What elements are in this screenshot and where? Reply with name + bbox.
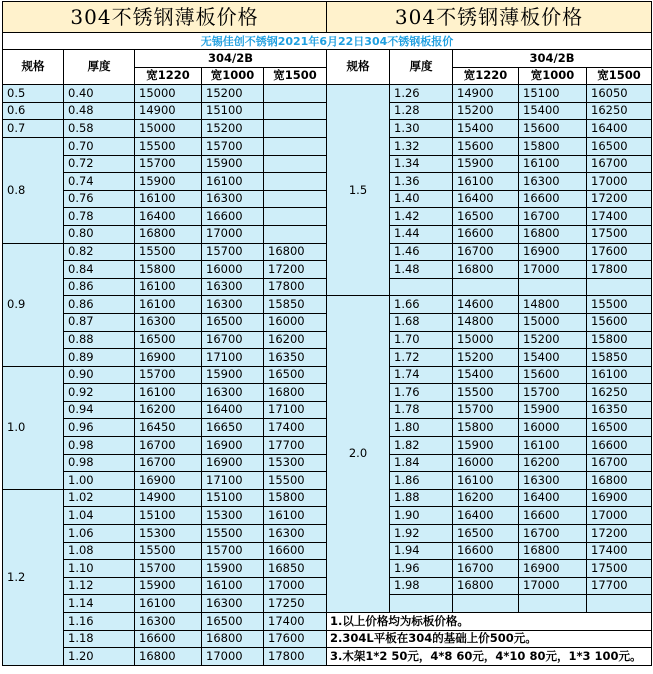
left-price-1220-cell: 15000 xyxy=(135,120,202,138)
left-price-1500-cell: 15850 xyxy=(264,296,327,314)
table-row xyxy=(3,613,652,631)
left-thickness-cell: 0.87 xyxy=(64,313,135,331)
right-price-1500-cell: 16600 xyxy=(587,437,652,455)
right-price-1000-cell: 16000 xyxy=(519,419,587,437)
right-thickness-cell: 1.82 xyxy=(390,437,453,455)
right-thickness-cell: 1.76 xyxy=(390,384,453,402)
left-thickness-cell: 0.84 xyxy=(64,261,135,279)
left-thickness-cell: 1.12 xyxy=(64,577,135,595)
table-row xyxy=(3,85,652,103)
right-price-1500-cell: 15500 xyxy=(587,296,652,314)
right-price-1220-cell xyxy=(453,595,519,613)
left-price-1220-cell: 16700 xyxy=(135,454,202,472)
left-price-1000-cell: 15100 xyxy=(202,102,264,120)
header-width-1220: 宽1220 xyxy=(453,67,519,85)
header-width-1500: 宽1500 xyxy=(587,67,652,85)
left-price-1220-cell: 15100 xyxy=(135,507,202,525)
left-price-1220-cell: 16500 xyxy=(135,331,202,349)
left-thickness-cell: 0.98 xyxy=(64,454,135,472)
left-thickness-cell: 0.90 xyxy=(64,366,135,384)
left-price-1500-cell xyxy=(264,225,327,243)
right-price-1500-cell: 16400 xyxy=(587,120,652,138)
right-thickness-cell: 1.66 xyxy=(390,296,453,314)
right-price-1000-cell: 16100 xyxy=(519,437,587,455)
right-thickness-cell: 1.28 xyxy=(390,102,453,120)
right-price-1000-cell: 16800 xyxy=(519,542,587,560)
right-thickness-cell: 1.68 xyxy=(390,313,453,331)
left-price-1000-cell: 16300 xyxy=(202,190,264,208)
left-price-1220-cell: 15500 xyxy=(135,137,202,155)
right-price-1220-cell: 16400 xyxy=(453,507,519,525)
right-price-1000-cell: 16800 xyxy=(519,225,587,243)
left-price-1220-cell: 16900 xyxy=(135,349,202,367)
right-price-1000-cell xyxy=(519,595,587,613)
table-row xyxy=(3,630,652,648)
right-price-1000-cell: 14800 xyxy=(519,296,587,314)
header-width-1220: 宽1220 xyxy=(135,67,202,85)
left-price-1000-cell: 16300 xyxy=(202,296,264,314)
left-price-1000-cell: 15200 xyxy=(202,120,264,138)
left-price-1220-cell: 16100 xyxy=(135,190,202,208)
left-thickness-cell: 0.92 xyxy=(64,384,135,402)
right-price-1220-cell: 15800 xyxy=(453,419,519,437)
left-price-1220-cell: 15900 xyxy=(135,577,202,595)
right-price-1500-cell: 16700 xyxy=(587,155,652,173)
left-price-1500-cell xyxy=(264,173,327,191)
left-price-1220-cell: 16100 xyxy=(135,296,202,314)
left-price-1500-cell xyxy=(264,155,327,173)
right-price-1000-cell: 16200 xyxy=(519,454,587,472)
right-price-1500-cell: 17800 xyxy=(587,261,652,279)
right-thickness-cell: 1.84 xyxy=(390,454,453,472)
left-price-1500-cell: 16600 xyxy=(264,542,327,560)
left-thickness-cell: 1.16 xyxy=(64,613,135,631)
right-price-1000-cell: 16700 xyxy=(519,525,587,543)
left-price-1220-cell: 16100 xyxy=(135,384,202,402)
left-price-1000-cell: 17100 xyxy=(202,349,264,367)
left-price-1500-cell: 17100 xyxy=(264,401,327,419)
right-price-1500-cell: 16350 xyxy=(587,401,652,419)
left-price-1000-cell: 16000 xyxy=(202,261,264,279)
left-price-1000-cell: 16700 xyxy=(202,331,264,349)
right-price-1220-cell: 14800 xyxy=(453,313,519,331)
right-price-1220-cell: 16500 xyxy=(453,525,519,543)
right-price-1220-cell: 15000 xyxy=(453,331,519,349)
right-price-1000-cell: 15400 xyxy=(519,102,587,120)
left-price-1000-cell: 15900 xyxy=(202,366,264,384)
right-price-1220-cell: 16200 xyxy=(453,489,519,507)
left-price-1000-cell: 16650 xyxy=(202,419,264,437)
right-price-1500-cell: 17200 xyxy=(587,525,652,543)
left-price-1500-cell xyxy=(264,120,327,138)
left-price-1500-cell: 16200 xyxy=(264,331,327,349)
left-spec-cell: 1.0 xyxy=(3,366,64,489)
right-price-1000-cell: 15900 xyxy=(519,401,587,419)
right-price-1000-cell: 16400 xyxy=(519,489,587,507)
right-price-1000-cell: 16700 xyxy=(519,208,587,226)
left-price-1000-cell: 17000 xyxy=(202,648,264,666)
right-price-1220-cell: 16000 xyxy=(453,454,519,472)
right-price-1500-cell: 16900 xyxy=(587,489,652,507)
right-price-1000-cell: 16600 xyxy=(519,507,587,525)
left-spec-cell: 0.5 xyxy=(3,85,64,103)
left-price-1500-cell: 15800 xyxy=(264,489,327,507)
left-thickness-cell: 0.86 xyxy=(64,278,135,296)
left-thickness-cell: 1.06 xyxy=(64,525,135,543)
right-price-1000-cell: 15000 xyxy=(519,313,587,331)
right-price-1220-cell: 16100 xyxy=(453,173,519,191)
left-price-1500-cell: 17200 xyxy=(264,261,327,279)
left-thickness-cell: 1.10 xyxy=(64,560,135,578)
left-thickness-cell: 1.04 xyxy=(64,507,135,525)
left-price-1220-cell: 15800 xyxy=(135,261,202,279)
left-price-1500-cell: 17250 xyxy=(264,595,327,613)
right-price-1500-cell xyxy=(587,595,652,613)
left-thickness-cell: 0.82 xyxy=(64,243,135,261)
right-price-1220-cell: 14600 xyxy=(453,296,519,314)
right-price-1000-cell: 15200 xyxy=(519,331,587,349)
left-price-1500-cell: 17700 xyxy=(264,437,327,455)
left-price-1000-cell: 16300 xyxy=(202,595,264,613)
note-2: 2.304L平板在304的基础上价500元。 xyxy=(327,630,652,648)
right-price-1220-cell: 15600 xyxy=(453,137,519,155)
right-price-1500-cell: 16250 xyxy=(587,384,652,402)
right-price-1500-cell: 17000 xyxy=(587,507,652,525)
left-price-1500-cell: 17000 xyxy=(264,577,327,595)
left-price-1000-cell: 16600 xyxy=(202,208,264,226)
left-price-1000-cell: 16900 xyxy=(202,437,264,455)
right-price-1500-cell: 17600 xyxy=(587,243,652,261)
right-price-1220-cell: 16400 xyxy=(453,190,519,208)
left-thickness-cell: 1.14 xyxy=(64,595,135,613)
left-spec-cell: 1.2 xyxy=(3,489,64,665)
header-thickness: 厚度 xyxy=(64,50,135,85)
left-thickness-cell: 0.89 xyxy=(64,349,135,367)
right-thickness-cell: 1.30 xyxy=(390,120,453,138)
right-price-1220-cell: 16600 xyxy=(453,542,519,560)
left-price-1000-cell: 16500 xyxy=(202,613,264,631)
right-price-1500-cell: 16700 xyxy=(587,454,652,472)
left-price-1000-cell: 17000 xyxy=(202,225,264,243)
header-spec: 规格 xyxy=(3,50,64,85)
right-price-1000-cell: 16900 xyxy=(519,560,587,578)
left-spec-cell: 0.6 xyxy=(3,102,64,120)
header-grade: 304/2B xyxy=(135,50,327,68)
right-price-1000-cell: 16300 xyxy=(519,173,587,191)
left-thickness-cell: 0.98 xyxy=(64,437,135,455)
table-row xyxy=(3,296,652,314)
left-price-1000-cell: 16800 xyxy=(202,630,264,648)
left-thickness-cell: 1.18 xyxy=(64,630,135,648)
right-price-1000-cell: 15100 xyxy=(519,85,587,103)
right-thickness-cell: 1.42 xyxy=(390,208,453,226)
left-thickness-cell: 0.74 xyxy=(64,173,135,191)
right-thickness-cell: 1.36 xyxy=(390,173,453,191)
left-price-1500-cell: 16350 xyxy=(264,349,327,367)
left-price-1000-cell: 17100 xyxy=(202,472,264,490)
right-thickness-cell: 1.70 xyxy=(390,331,453,349)
left-price-1500-cell: 17800 xyxy=(264,648,327,666)
right-price-1500-cell: 17500 xyxy=(587,560,652,578)
left-price-1220-cell: 16600 xyxy=(135,630,202,648)
left-title: 304不锈钢薄板价格 xyxy=(3,2,327,33)
left-price-1220-cell: 15900 xyxy=(135,173,202,191)
left-price-1500-cell: 16850 xyxy=(264,560,327,578)
right-thickness-cell: 1.74 xyxy=(390,366,453,384)
right-price-1500-cell: 15800 xyxy=(587,331,652,349)
right-price-1000-cell: 16900 xyxy=(519,243,587,261)
right-price-1220-cell: 16800 xyxy=(453,261,519,279)
left-thickness-cell: 0.80 xyxy=(64,225,135,243)
right-thickness-cell: 1.98 xyxy=(390,577,453,595)
left-spec-cell: 0.9 xyxy=(3,243,64,366)
price-table xyxy=(2,1,652,666)
right-price-1220-cell: 15900 xyxy=(453,437,519,455)
right-price-1500-cell: 16500 xyxy=(587,419,652,437)
note-1: 1.以上价格均为标板价格。 xyxy=(327,613,652,631)
right-price-1500-cell: 16250 xyxy=(587,102,652,120)
right-thickness-cell: 1.94 xyxy=(390,542,453,560)
left-price-1220-cell: 14900 xyxy=(135,489,202,507)
left-price-1500-cell xyxy=(264,85,327,103)
left-price-1000-cell: 16300 xyxy=(202,278,264,296)
header-thickness: 厚度 xyxy=(390,50,453,85)
right-title: 304不锈钢薄板价格 xyxy=(327,2,652,33)
left-thickness-cell: 0.96 xyxy=(64,419,135,437)
header-width-1500: 宽1500 xyxy=(264,67,327,85)
right-thickness-cell xyxy=(390,595,453,613)
right-price-1220-cell: 15700 xyxy=(453,401,519,419)
left-price-1500-cell: 16800 xyxy=(264,384,327,402)
right-thickness-cell: 1.34 xyxy=(390,155,453,173)
right-thickness-cell: 1.80 xyxy=(390,419,453,437)
right-price-1000-cell: 17000 xyxy=(519,577,587,595)
left-price-1500-cell: 16300 xyxy=(264,525,327,543)
right-price-1500-cell: 17500 xyxy=(587,225,652,243)
left-price-1000-cell: 16300 xyxy=(202,384,264,402)
left-price-1000-cell: 15200 xyxy=(202,85,264,103)
left-price-1500-cell xyxy=(264,208,327,226)
right-price-1000-cell: 16300 xyxy=(519,472,587,490)
header-width-1000: 宽1000 xyxy=(202,67,264,85)
left-price-1500-cell: 17800 xyxy=(264,278,327,296)
right-price-1220-cell xyxy=(453,278,519,296)
right-price-1000-cell: 15800 xyxy=(519,137,587,155)
left-price-1220-cell: 16700 xyxy=(135,437,202,455)
right-thickness-cell: 1.88 xyxy=(390,489,453,507)
right-price-1220-cell: 15200 xyxy=(453,102,519,120)
left-price-1220-cell: 15500 xyxy=(135,542,202,560)
left-price-1500-cell xyxy=(264,102,327,120)
left-thickness-cell: 0.78 xyxy=(64,208,135,226)
left-price-1220-cell: 15700 xyxy=(135,560,202,578)
right-price-1220-cell: 16600 xyxy=(453,225,519,243)
left-price-1220-cell: 15500 xyxy=(135,243,202,261)
right-price-1500-cell: 17400 xyxy=(587,208,652,226)
right-price-1500-cell: 17000 xyxy=(587,173,652,191)
left-thickness-cell: 0.94 xyxy=(64,401,135,419)
left-thickness-cell: 0.48 xyxy=(64,102,135,120)
left-thickness-cell: 0.58 xyxy=(64,120,135,138)
left-price-1500-cell: 16100 xyxy=(264,507,327,525)
left-thickness-cell: 0.86 xyxy=(64,296,135,314)
right-price-1220-cell: 15400 xyxy=(453,120,519,138)
right-price-1500-cell xyxy=(587,278,652,296)
header-spec: 规格 xyxy=(327,50,390,85)
left-price-1000-cell: 16500 xyxy=(202,313,264,331)
header-width-1000: 宽1000 xyxy=(519,67,587,85)
left-thickness-cell: 1.20 xyxy=(64,648,135,666)
right-thickness-cell: 1.90 xyxy=(390,507,453,525)
left-price-1220-cell: 16100 xyxy=(135,595,202,613)
left-price-1220-cell: 15000 xyxy=(135,85,202,103)
left-price-1220-cell: 16300 xyxy=(135,313,202,331)
left-price-1000-cell: 16400 xyxy=(202,401,264,419)
right-thickness-cell: 1.32 xyxy=(390,137,453,155)
right-price-1000-cell: 16600 xyxy=(519,190,587,208)
left-price-1000-cell: 15700 xyxy=(202,542,264,560)
left-price-1000-cell: 15100 xyxy=(202,489,264,507)
note-3: 3.木架1*2 50元，4*8 60元，4*10 80元，1*3 100元。 xyxy=(327,648,652,666)
left-price-1220-cell: 16800 xyxy=(135,225,202,243)
left-thickness-cell: 0.88 xyxy=(64,331,135,349)
right-price-1500-cell: 17400 xyxy=(587,542,652,560)
right-price-1220-cell: 16500 xyxy=(453,208,519,226)
left-price-1220-cell: 16900 xyxy=(135,472,202,490)
left-price-1500-cell xyxy=(264,137,327,155)
left-price-1500-cell: 16800 xyxy=(264,243,327,261)
left-thickness-cell: 0.70 xyxy=(64,137,135,155)
right-price-1000-cell: 16100 xyxy=(519,155,587,173)
right-price-1000-cell: 15600 xyxy=(519,366,587,384)
left-price-1220-cell: 16300 xyxy=(135,613,202,631)
left-price-1000-cell: 15900 xyxy=(202,560,264,578)
left-price-1500-cell: 15500 xyxy=(264,472,327,490)
right-thickness-cell: 1.86 xyxy=(390,472,453,490)
left-price-1000-cell: 15300 xyxy=(202,507,264,525)
left-thickness-cell: 1.08 xyxy=(64,542,135,560)
left-price-1500-cell: 17400 xyxy=(264,613,327,631)
right-price-1500-cell: 16050 xyxy=(587,85,652,103)
right-thickness-cell: 1.44 xyxy=(390,225,453,243)
left-price-1000-cell: 15700 xyxy=(202,137,264,155)
right-price-1500-cell: 16500 xyxy=(587,137,652,155)
left-price-1000-cell: 15700 xyxy=(202,243,264,261)
right-thickness-cell: 1.40 xyxy=(390,190,453,208)
right-price-1000-cell: 15600 xyxy=(519,120,587,138)
left-price-1220-cell: 15300 xyxy=(135,525,202,543)
right-price-1500-cell: 16800 xyxy=(587,472,652,490)
right-thickness-cell: 1.26 xyxy=(390,85,453,103)
right-thickness-cell: 1.48 xyxy=(390,261,453,279)
left-price-1220-cell: 15700 xyxy=(135,366,202,384)
left-thickness-cell: 1.00 xyxy=(64,472,135,490)
left-price-1220-cell: 14900 xyxy=(135,102,202,120)
left-price-1500-cell: 15300 xyxy=(264,454,327,472)
right-thickness-cell: 1.46 xyxy=(390,243,453,261)
right-thickness-cell: 1.96 xyxy=(390,560,453,578)
table-row xyxy=(3,648,652,666)
left-spec-cell: 0.7 xyxy=(3,120,64,138)
left-price-1500-cell: 16500 xyxy=(264,366,327,384)
header-grade: 304/2B xyxy=(453,50,652,68)
left-price-1500-cell: 17400 xyxy=(264,419,327,437)
right-price-1220-cell: 15900 xyxy=(453,155,519,173)
left-price-1000-cell: 15500 xyxy=(202,525,264,543)
left-thickness-cell: 0.40 xyxy=(64,85,135,103)
left-price-1000-cell: 15900 xyxy=(202,155,264,173)
left-price-1000-cell: 16900 xyxy=(202,454,264,472)
right-price-1000-cell xyxy=(519,278,587,296)
left-price-1220-cell: 16450 xyxy=(135,419,202,437)
left-thickness-cell: 0.72 xyxy=(64,155,135,173)
right-spec-cell: 2.0 xyxy=(327,296,390,613)
right-price-1220-cell: 16100 xyxy=(453,472,519,490)
left-price-1220-cell: 16200 xyxy=(135,401,202,419)
left-spec-cell: 0.8 xyxy=(3,137,64,243)
right-thickness-cell: 1.72 xyxy=(390,349,453,367)
right-price-1220-cell: 16800 xyxy=(453,577,519,595)
right-price-1220-cell: 14900 xyxy=(453,85,519,103)
right-thickness-cell xyxy=(390,278,453,296)
left-thickness-cell: 0.76 xyxy=(64,190,135,208)
right-price-1500-cell: 15850 xyxy=(587,349,652,367)
left-price-1220-cell: 16100 xyxy=(135,278,202,296)
right-price-1220-cell: 15400 xyxy=(453,366,519,384)
left-price-1220-cell: 16400 xyxy=(135,208,202,226)
right-price-1220-cell: 16700 xyxy=(453,243,519,261)
right-price-1500-cell: 17700 xyxy=(587,577,652,595)
right-price-1500-cell: 17200 xyxy=(587,190,652,208)
right-price-1220-cell: 15500 xyxy=(453,384,519,402)
left-price-1500-cell: 16000 xyxy=(264,313,327,331)
right-price-1000-cell: 15700 xyxy=(519,384,587,402)
right-price-1500-cell: 15600 xyxy=(587,313,652,331)
right-price-1220-cell: 16700 xyxy=(453,560,519,578)
left-price-1500-cell: 17600 xyxy=(264,630,327,648)
right-price-1000-cell: 15400 xyxy=(519,349,587,367)
right-spec-cell: 1.5 xyxy=(327,85,390,296)
right-thickness-cell: 1.78 xyxy=(390,401,453,419)
left-price-1220-cell: 15700 xyxy=(135,155,202,173)
left-price-1000-cell: 16100 xyxy=(202,173,264,191)
left-thickness-cell: 1.02 xyxy=(64,489,135,507)
left-price-1500-cell xyxy=(264,190,327,208)
left-price-1000-cell: 16100 xyxy=(202,577,264,595)
left-price-1220-cell: 16800 xyxy=(135,648,202,666)
right-thickness-cell: 1.92 xyxy=(390,525,453,543)
subtitle: 无锡佳创不锈钢2021年6月22日304不锈钢板报价 xyxy=(3,33,652,50)
right-price-1500-cell: 16100 xyxy=(587,366,652,384)
right-price-1000-cell: 17000 xyxy=(519,261,587,279)
right-price-1220-cell: 15200 xyxy=(453,349,519,367)
